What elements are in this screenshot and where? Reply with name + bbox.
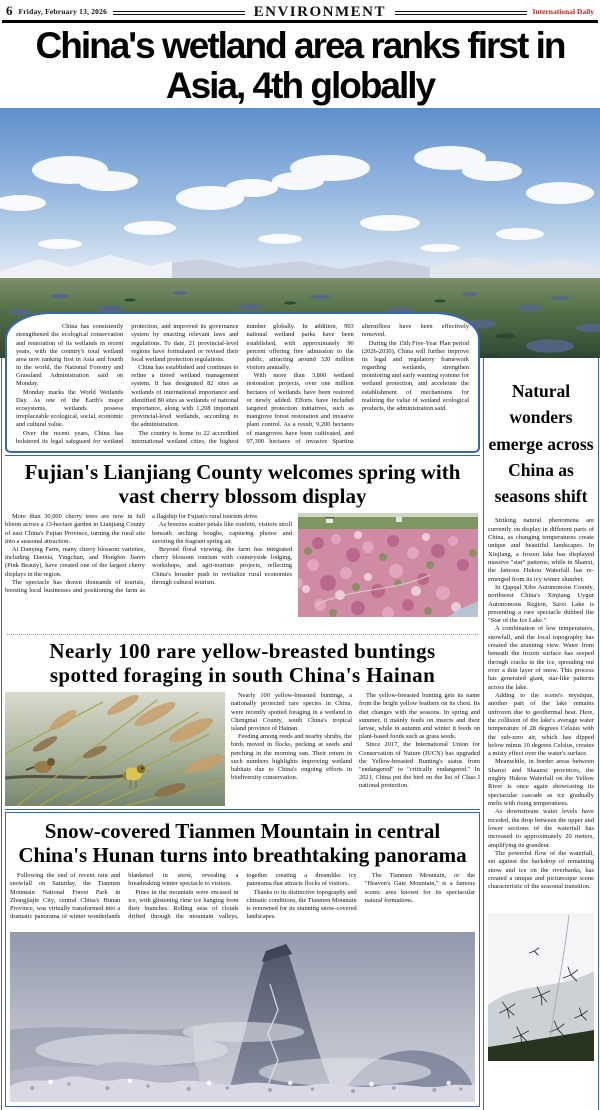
paragraph: At Danying Farm, many cherry blossom varieties, including Danxia, Yingchun, and Hongfen Jiaren (Pink Beauty), have created one of the largest cherry displays in the region. bbox=[5, 545, 145, 578]
tianmen-mountain-photo bbox=[10, 932, 475, 1102]
section-title: ENVIRONMENT bbox=[253, 3, 386, 20]
sidebar-headline: Natural wonders emerge across China as seasons shift bbox=[488, 381, 594, 507]
paragraph: Adding to the scene's mystique, another part of the lake remains unfrozen due to geothermal heat. Here, the collision of the lake's average water temperature of 28 degrees Celsius with the sub-zero air, which has dipped below minus 10 degrees Celsius, creates a misty effect over the water's surface. bbox=[488, 691, 594, 758]
cherry-blossom-photo bbox=[298, 513, 478, 617]
section-divider bbox=[5, 455, 480, 456]
paragraph: The spectacle has drawn thousands of tourists, boosting local businesses and positioning the farm as a flagship for Fujian's rural tourism drive. bbox=[5, 513, 259, 594]
paragraph: The Tianmen Mountain, or the "Heaven's Gate Mountain," is a famous scenic area known for its spectacular natural formations. bbox=[364, 872, 475, 904]
lead-article-panel bbox=[5, 312, 480, 453]
paragraph: Pines in the mountain were encased in ice, with glistening rime ice hanging from their branches. Rolling seas of clouds drifted through the mountain valleys, together creating a dreamlike icy panorama that attracts flocks of visitors. bbox=[128, 872, 357, 921]
header-rule-left bbox=[113, 11, 245, 15]
paragraph: Monday marks the World Wetlands Day. As one of the Earth's major ecosystems, wetlands possess irreplaceable ecological, social, economic and cultural value. bbox=[16, 388, 124, 429]
lead-headline: China's wetland area ranks first in Asia, 4th globally bbox=[35, 25, 565, 106]
paragraph: In Qapqal Xibe Autonomous County, northwest China's Xinjiang Uygur Autonomous Region, Saixi Lake is presenting a rare spectacle dubbed the "Star of the Ice Lake." bbox=[488, 583, 594, 625]
paragraph: Nearly 100 yellow-breasted buntings, a nationally protected rare species in China, were recently spotted foraging in a wetland in Chengmai County, south China's tropical island province of Hainan. bbox=[231, 692, 352, 732]
page-date: Friday, February 13, 2026 bbox=[18, 6, 108, 16]
tianmen-article bbox=[5, 812, 480, 1107]
paragraph: During the 15th Five-Year Plan period (2026-2030), China will further improve its legal and regulatory framework regarding wetlands, strengthen monitoring and early warning systems for wetland protection, and accelerate the establishment of mechanisms for realizing the value of wetland ecological products, the administration said. bbox=[361, 339, 469, 413]
paragraph: Following the end of recent rain and snowfall on Saturday, the Tianmen Mountain National Forest Park in Zhangjiajie City, central China's Hunan Province, was virtually transformed into a dramatic panorama of winter wonderlands blanketed in snow, revealing a breathtaking winter spectacle to visitors. bbox=[10, 872, 239, 921]
dotted-divider bbox=[7, 634, 478, 635]
cherry-article bbox=[5, 461, 480, 631]
bunting-article-text bbox=[231, 692, 480, 806]
paragraph: China has consistently strengthened the ecological conservation and restoration of its wetlands in recent years, with the country's total wetland area now ranking first in Asia and fourth in the world, the National Forestry and Grassland Administration said on Monday. bbox=[16, 323, 124, 388]
paragraph: As breezes scatter petals like confetti, visitors stroll beneath arching boughs, capturing photos and savoring the fragrant spring air. bbox=[152, 521, 292, 545]
sidebar-article-text bbox=[488, 517, 594, 909]
tianmen-headline: Snow-covered Tianmen Mountain in central China's Hunan turns into breathtaking panorama bbox=[18, 819, 467, 867]
paragraph: China has established and continues to refine a tiered wetland management system. It has designated 82 sites as wetlands of international importance and identified 80 sites as wetlands of national importance, along with 1,208 important provincial-level wetlands, according to the administration. bbox=[131, 364, 239, 429]
bunting-photo bbox=[5, 692, 225, 806]
paragraph: More than 30,000 cherry trees are now in full bloom across a 13-hectare garden in Lianjiang County of east China's Fujian Province, turning the rural site into a seasonal attraction. bbox=[5, 513, 145, 545]
paragraph: Striking natural phenomena are currently on display in different parts of China, as changing temperatures create unique and beautiful landscapes. In Xinjiang, a frozen lake has displayed massive "star" patterns, while in Shanxi, the famous Hukou Waterfall has re-emerged from its icy winter slumber. bbox=[488, 517, 594, 583]
paragraph: As downstream water levels have receded, the drop between the upper and lower sections of the waterfall has increased to approximately 20 meters, amplifying its grandeur. bbox=[488, 808, 594, 849]
paragraph: With more than 3,800 wetland restoration projects, over one million hectares of wetlands have been restored or newly added. Efforts have included targeted protection initiatives, such as mangrove forest restoration and invasive plant control. As a result, 9,200 hectares of mangroves have been cultivated, and 97,300 hectares of invasive Spartina alterniflora have been effectively removed. bbox=[246, 323, 469, 445]
paragraph: Feeding among reeds and nearby shrubs, the birds moved in flocks, pecking at seeds and perching in the morning sun. Their return in such numbers highlights improving wetland habitats due to China's ongoing efforts in biodiversity conservation. bbox=[231, 733, 352, 782]
paragraph: Meanwhile, in border areas between Shanxi and Shaanxi provinces, the mighty Hukou Waterfall on the Yellow River is once again showcasing its spectacular cascade as ice gradually melts with rising temperatures. bbox=[488, 758, 594, 808]
paragraph: The powerful flow of the waterfall, set against the backdrop of remaining snow and ice on the riverbanks, has created a unique and picturesque scene characteristic of the seasonal transition. bbox=[488, 849, 594, 891]
masthead-name: International Daily bbox=[532, 6, 595, 16]
page-header bbox=[0, 0, 600, 20]
ice-lake-photo bbox=[488, 913, 594, 1061]
solid-divider bbox=[5, 809, 480, 810]
tianmen-article-text bbox=[10, 872, 475, 929]
header-rule-right bbox=[395, 11, 527, 15]
bunting-headline: Nearly 100 rare yellow-breasted buntings spotted foraging in south China's Hainan bbox=[49, 639, 436, 687]
bunting-article bbox=[5, 640, 480, 806]
main-column bbox=[2, 323, 483, 1110]
lead-article-text bbox=[16, 323, 469, 446]
paragraph: The country is home to 22 accredited international wetland cities, the highest number globally. In addition, 903 national wetland parks have been established, with approximately 90 percent offering free admission to the public, attracting around 320 million visitors annually. bbox=[131, 323, 354, 445]
paragraph: Thanks to its distinctive topography and climatic conditions, the Tianmen Mountain is renowned for its stunning snow-covered landscapes. bbox=[246, 888, 357, 921]
paragraph: The yellow-breasted bunting gets its name from the bright yellow feathers on its chest. Its diet changes with the seasons. In spring and summer, it mainly feeds on insects and their larvae, while in autumn and winter it feeds on plant-based foods such as grass seeds. bbox=[359, 692, 480, 741]
page-number: 6 bbox=[6, 3, 13, 18]
sidebar-column bbox=[483, 358, 598, 1110]
paragraph: A combination of low temperatures, snowfall, and the local topography has created the stunning view. Water from beneath the frozen surface has seeped through cracks in the ice, spreading out over a thin layer of snow. This process has generated giant, star-like patterns across the lake. bbox=[488, 625, 594, 691]
cherry-article-text bbox=[5, 513, 292, 631]
paragraph: Over the recent years, China has bolstered its legal safeguard for wetland protection, and improved its governance system by enacting relevant laws and regulations. To date, 21 provincial-level regions have formulated or revised their local wetland protection regulations. bbox=[16, 323, 239, 445]
content-frame bbox=[1, 323, 599, 1110]
paragraph: Since 2017, the International Union for Conservation of Nature (IUCN) has upgraded the Yellow-breasted Bunting's status from "endangered" to "critically endangered." In 2021, China put the bird on the list of Class I national protection. bbox=[359, 741, 480, 790]
paragraph: Beyond floral viewing, the farm has integrated cherry blossom tourism with countryside lodging, workshops, and agri-tourism projects, reflecting China's broader push to revitalize rural economies through cultural tourism. bbox=[152, 545, 292, 586]
cherry-headline: Fujian's Lianjiang County welcomes spring with vast cherry blossom display bbox=[24, 460, 461, 508]
